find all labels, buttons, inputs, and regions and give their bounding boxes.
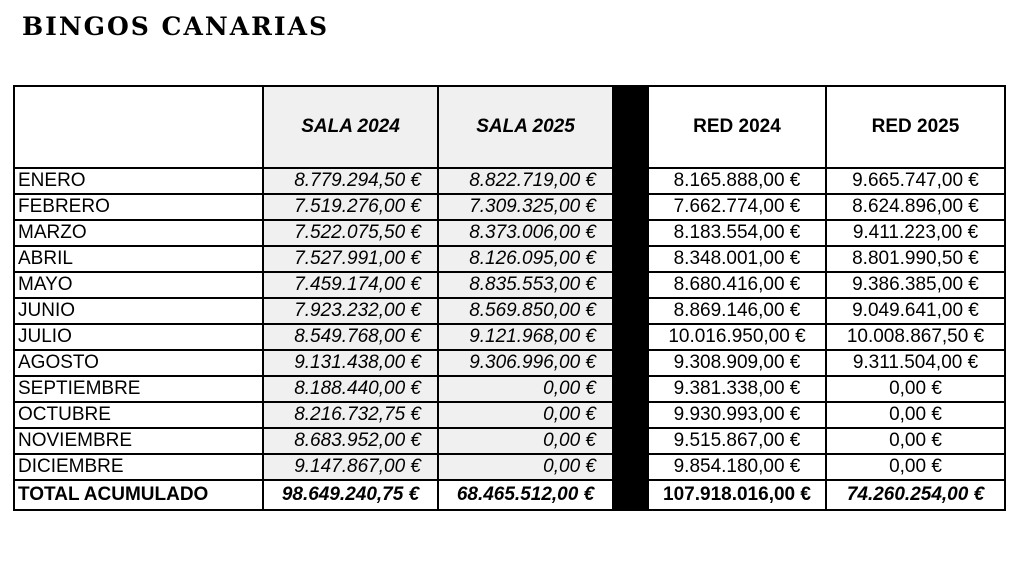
sala-2024-cell: 8.188.440,00 € (263, 376, 438, 402)
header-sala-2025: SALA 2025 (438, 86, 613, 168)
table-row (14, 324, 1005, 350)
red-2024-cell: 7.662.774,00 € (648, 194, 826, 220)
column-separator (613, 246, 648, 272)
month-cell: ABRIL (14, 246, 263, 272)
red-2024-cell: 8.869.146,00 € (648, 298, 826, 324)
red-2024-cell: 9.930.993,00 € (648, 402, 826, 428)
sala-2024-cell: 7.923.232,00 € (263, 298, 438, 324)
red-2024-cell: 9.515.867,00 € (648, 428, 826, 454)
column-separator (613, 194, 648, 220)
column-separator (613, 480, 648, 510)
month-cell: ENERO (14, 168, 263, 194)
column-separator (613, 298, 648, 324)
sala-2024-cell: 7.527.991,00 € (263, 246, 438, 272)
red-2025-cell: 0,00 € (826, 454, 1005, 480)
sala-2024-cell: 8.216.732,75 € (263, 402, 438, 428)
page-title: BINGOS CANARIAS (22, 12, 330, 41)
sala-2025-cell: 8.835.553,00 € (438, 272, 613, 298)
table-row (14, 168, 1005, 194)
red-2025-cell: 10.008.867,50 € (826, 324, 1005, 350)
red-2024-cell: 8.680.416,00 € (648, 272, 826, 298)
red-2025-cell: 0,00 € (826, 376, 1005, 402)
column-separator (613, 324, 648, 350)
red-2025-cell: 0,00 € (826, 402, 1005, 428)
red-2024-cell: 8.183.554,00 € (648, 220, 826, 246)
header-sala-2024: SALA 2024 (263, 86, 438, 168)
table-row (14, 246, 1005, 272)
red-2024-cell: 8.165.888,00 € (648, 168, 826, 194)
total-sala-2025: 68.465.512,00 € (438, 480, 613, 510)
column-separator (613, 428, 648, 454)
table-row (14, 272, 1005, 298)
month-cell: SEPTIEMBRE (14, 376, 263, 402)
red-2024-cell: 9.308.909,00 € (648, 350, 826, 376)
total-sala-2024: 98.649.240,75 € (263, 480, 438, 510)
sala-2025-cell: 0,00 € (438, 376, 613, 402)
red-2025-cell: 9.411.223,00 € (826, 220, 1005, 246)
header-red-2025: RED 2025 (826, 86, 1005, 168)
month-cell: FEBRERO (14, 194, 263, 220)
table-header-row (14, 86, 1005, 168)
red-2025-cell: 0,00 € (826, 428, 1005, 454)
revenue-table (13, 85, 1006, 511)
red-2024-cell: 8.348.001,00 € (648, 246, 826, 272)
month-cell: MAYO (14, 272, 263, 298)
sala-2024-cell: 9.131.438,00 € (263, 350, 438, 376)
column-separator (613, 220, 648, 246)
sala-2024-cell: 8.683.952,00 € (263, 428, 438, 454)
column-separator (613, 272, 648, 298)
sala-2025-cell: 9.306.996,00 € (438, 350, 613, 376)
total-row (14, 480, 1005, 510)
sala-2024-cell: 7.519.276,00 € (263, 194, 438, 220)
table-row (14, 350, 1005, 376)
red-2025-cell: 8.624.896,00 € (826, 194, 1005, 220)
month-cell: JUNIO (14, 298, 263, 324)
month-cell: OCTUBRE (14, 402, 263, 428)
red-2025-cell: 9.049.641,00 € (826, 298, 1005, 324)
red-2024-cell: 9.854.180,00 € (648, 454, 826, 480)
table-row (14, 298, 1005, 324)
sala-2025-cell: 8.822.719,00 € (438, 168, 613, 194)
sala-2025-cell: 0,00 € (438, 454, 613, 480)
table-row (14, 194, 1005, 220)
month-cell: AGOSTO (14, 350, 263, 376)
table-row (14, 428, 1005, 454)
sala-2025-cell: 8.569.850,00 € (438, 298, 613, 324)
sala-2024-cell: 8.549.768,00 € (263, 324, 438, 350)
header-empty-cell (14, 86, 263, 168)
sala-2024-cell: 7.522.075,50 € (263, 220, 438, 246)
sala-2025-cell: 8.373.006,00 € (438, 220, 613, 246)
column-separator (613, 86, 648, 168)
sala-2024-cell: 7.459.174,00 € (263, 272, 438, 298)
column-separator (613, 454, 648, 480)
red-2024-cell: 9.381.338,00 € (648, 376, 826, 402)
red-2025-cell: 9.386.385,00 € (826, 272, 1005, 298)
header-red-2024: RED 2024 (648, 86, 826, 168)
column-separator (613, 168, 648, 194)
red-2025-cell: 9.311.504,00 € (826, 350, 1005, 376)
month-cell: DICIEMBRE (14, 454, 263, 480)
sala-2025-cell: 7.309.325,00 € (438, 194, 613, 220)
red-2025-cell: 8.801.990,50 € (826, 246, 1005, 272)
sala-2024-cell: 8.779.294,50 € (263, 168, 438, 194)
column-separator (613, 402, 648, 428)
total-label: TOTAL ACUMULADO (14, 480, 263, 510)
sala-2025-cell: 8.126.095,00 € (438, 246, 613, 272)
total-red-2025: 74.260.254,00 € (826, 480, 1005, 510)
table-row (14, 402, 1005, 428)
sala-2025-cell: 9.121.968,00 € (438, 324, 613, 350)
table-row (14, 220, 1005, 246)
sala-2025-cell: 0,00 € (438, 402, 613, 428)
table-row (14, 454, 1005, 480)
column-separator (613, 376, 648, 402)
red-2025-cell: 9.665.747,00 € (826, 168, 1005, 194)
column-separator (613, 350, 648, 376)
sala-2024-cell: 9.147.867,00 € (263, 454, 438, 480)
total-red-2024: 107.918.016,00 € (648, 480, 826, 510)
month-cell: NOVIEMBRE (14, 428, 263, 454)
month-cell: JULIO (14, 324, 263, 350)
red-2024-cell: 10.016.950,00 € (648, 324, 826, 350)
month-cell: MARZO (14, 220, 263, 246)
sala-2025-cell: 0,00 € (438, 428, 613, 454)
table-row (14, 376, 1005, 402)
